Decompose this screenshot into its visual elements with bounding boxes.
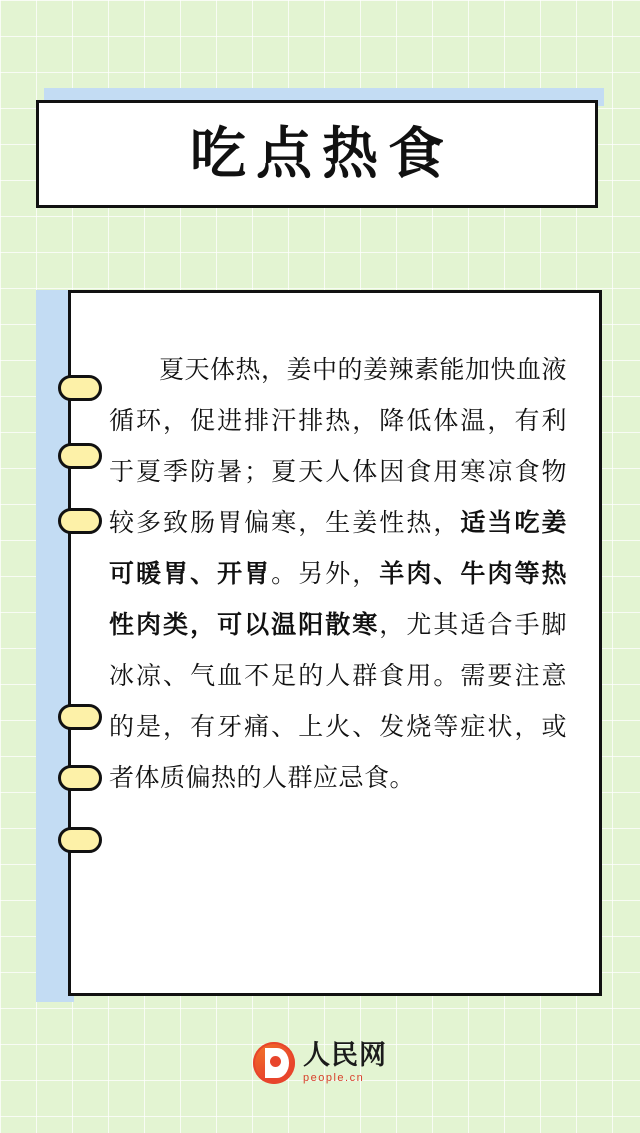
logo-text-block	[303, 1042, 387, 1084]
title-card	[36, 88, 604, 218]
binder-ring	[58, 443, 102, 469]
binder-ring	[58, 704, 102, 730]
people-cn-logo-icon	[253, 1042, 295, 1084]
body-paragraph: 夏天体热，姜中的姜辣素能加快血液循环，促进排汗排热，降低体温，有利于夏季防暑；夏天人体因食用寒凉食物较多致肠胃偏寒，生姜性热，适当吃姜可暖胃、开胃。另外，羊肉、牛肉等热性肉类，可以温阳散寒，尤其适合手脚冰凉、气血不足的人群食用。需要注意的是，有牙痛、上火、发烧等症状，或者体质偏热的人群应忌食。	[109, 356, 568, 792]
footer-logo	[0, 1042, 640, 1084]
binder-ring	[58, 765, 102, 791]
binder-ring	[58, 508, 102, 534]
title-card-body	[36, 100, 598, 208]
binder-ring	[58, 827, 102, 853]
page-title: 吃点热食	[190, 121, 454, 187]
logo-domain: people.cn	[303, 1072, 365, 1084]
content-card	[36, 290, 608, 1002]
content-card-body	[68, 290, 602, 996]
logo-chinese-name: 人民网	[303, 1040, 387, 1071]
binder-ring	[58, 375, 102, 401]
